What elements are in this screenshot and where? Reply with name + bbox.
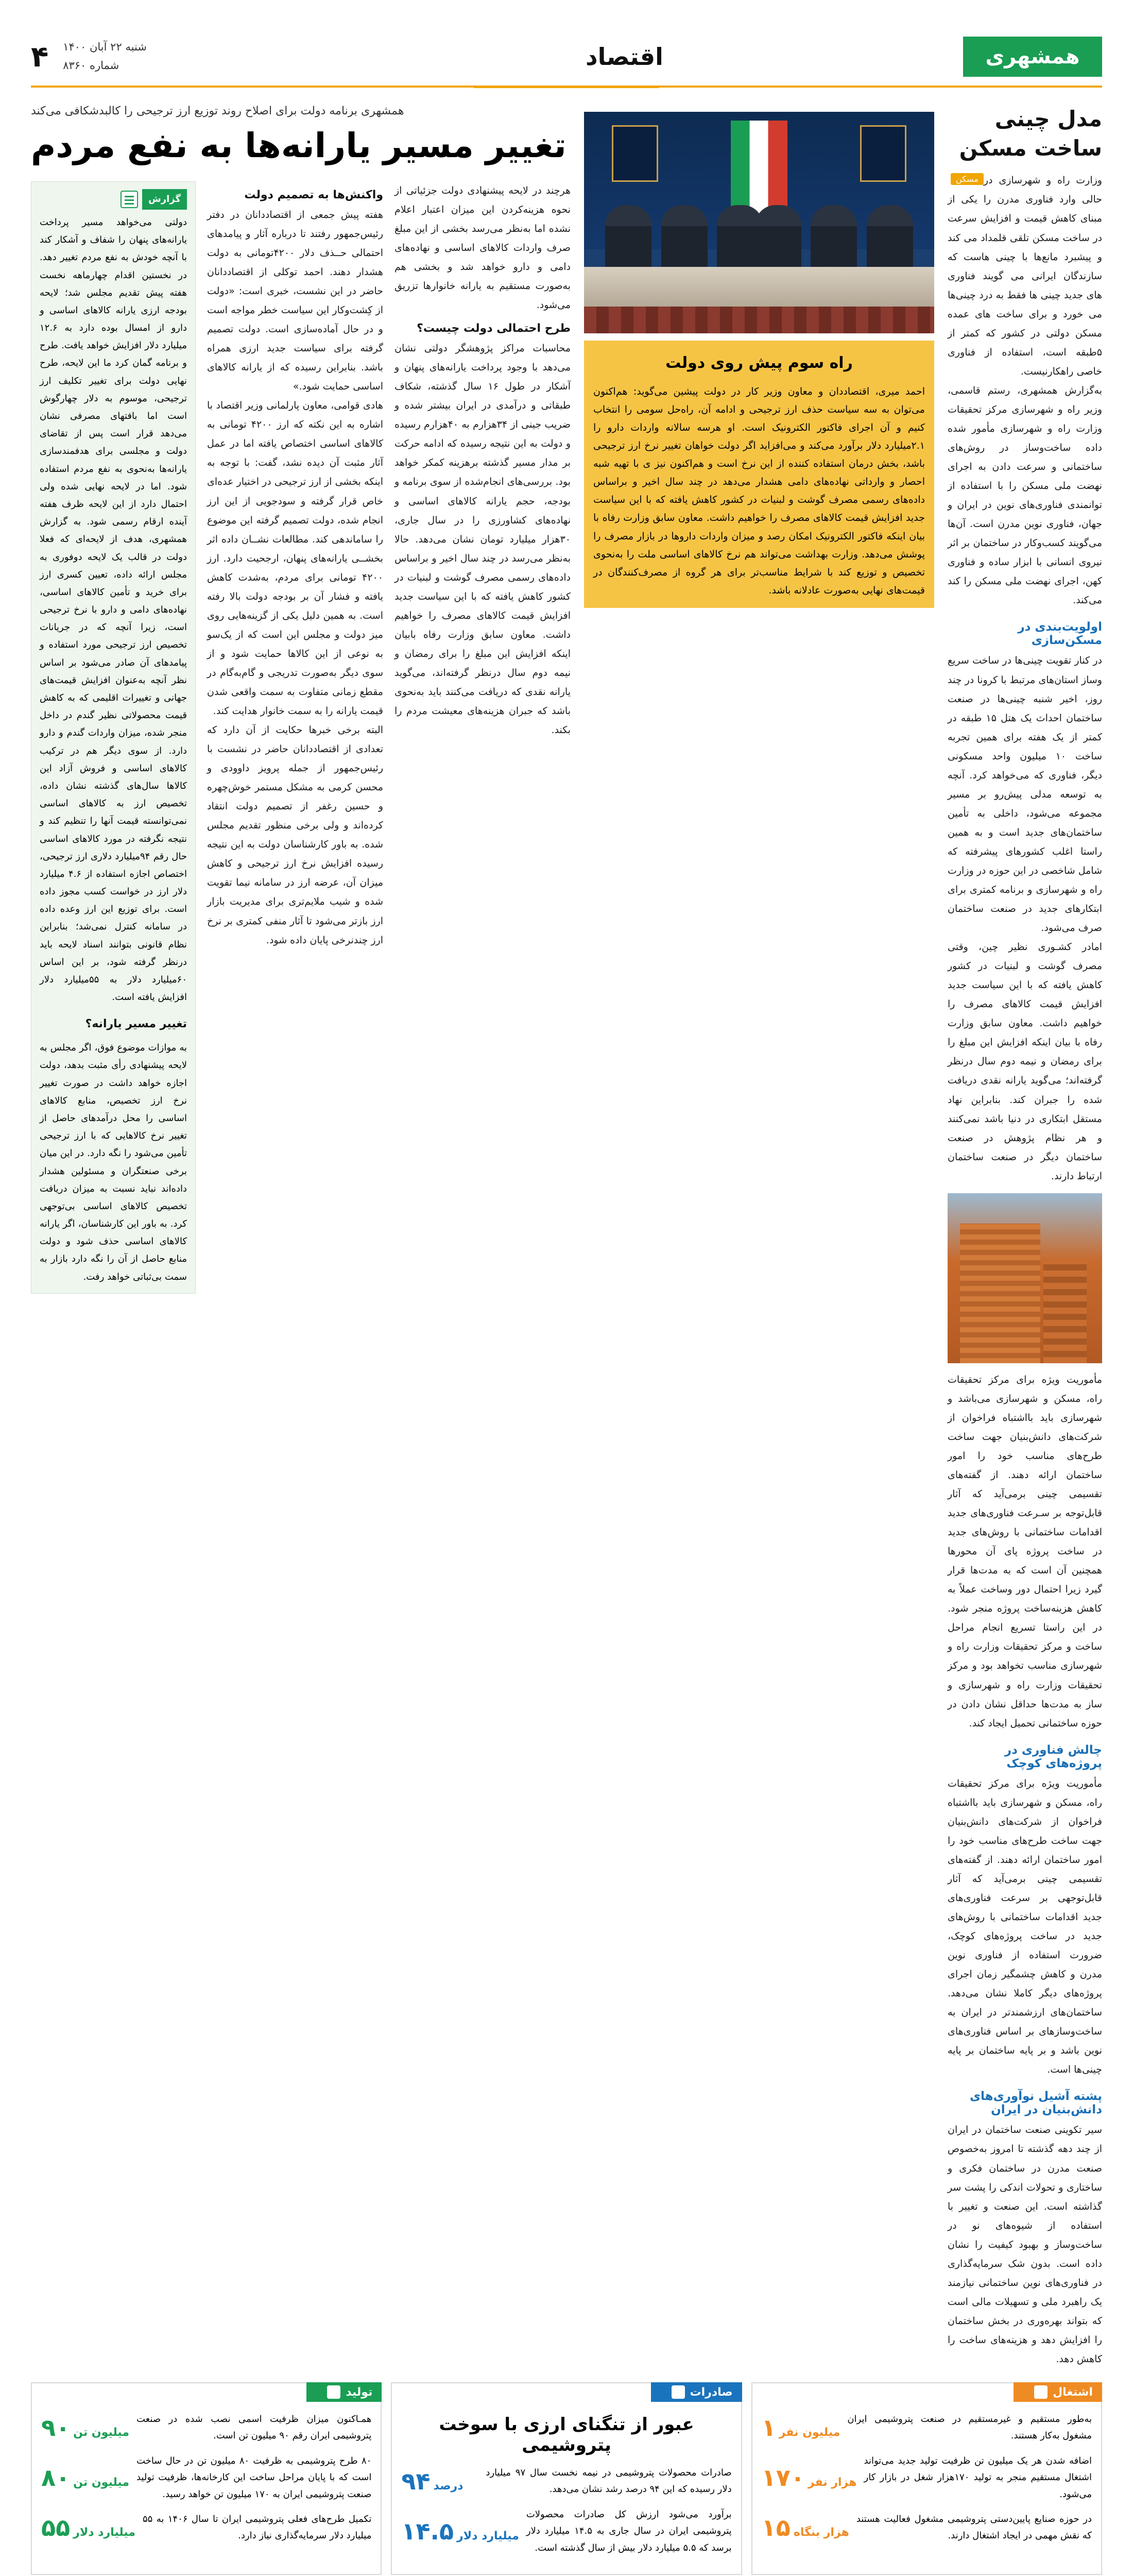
report-text2: به موازات موضوع فوق، اگر مجلس به لایحه پیشنهادی رأی مثبت بدهد، دولت اجازه خواهد داشت در صورت تغییر نرخ ارز تخصیص، منابع کالاهای اساسی را محل درآمدهای حاصل از تغییر نرخ کالاهایی که با ارز ترجیحی تأمین می‌شود را نگه دارد. در این میان برخی صنعتگران و مسئولین هشدار داده‌اند نباید نسبت به میزان دریافت تخصیص کالاهای اساسی بی‌توجهی کرد. به باور این کارشناسان، اگر یارانه کالاهای اساسی حذف شود و دولت منابع حاصل از آن را نگه دارد بازار به سمت بی‌ثباتی خواهد رفت. [40,1042,187,1282]
report-tag [40,189,187,210]
lead-col2: هفته پیش جمعی از اقتصاددانان در دفتر رئیس‌جمهور رفتند تا درباره آثار و پیامدهای احتمالی حــذف دلار ۴۲۰۰تومانی به دولت هشدار دهند. احمد توکلی از اقتصاددانان حاضر در این نشست، خبری است: «دولت از کِشت‌وکار این سیاست خطر مواجه است و در حال آماده‌سازی است. دولت تصمیم گرفته برای سیاست جدید ارزی همراه باشد. بنابراین رسیده که از یارانه کالاهای اساسی حمایت شود.» [207,209,383,393]
stat-row [762,2411,1092,2445]
export-tab [651,2382,742,2402]
left-article-title: مدل چینی ساخت مسکن [959,106,1102,161]
portrait-khomeini [612,125,658,182]
stat-row [401,2465,731,2498]
stat-value [401,2517,519,2546]
stat-unit: هزار بنگاه [793,2526,849,2539]
stat-card-employment [751,2382,1102,2575]
left-article-sub3: پشته آشیل نوآوری‌های دانش‌بنیان در ایران [969,2090,1102,2117]
left-article-p1: وزارت راه و شهرسازی در حالی وارد فناوری مدرن را یکی از مبنای کاهش قیمت و افزایش سرعت در ساخت مسکن تلقی قلمداد می کند و پیشبرد مانع‌ها با چینی هاست که سازندگان ایرانی می گویند فناوری های جدید چینی ها فقط به درد چینی‌ها می خورد و برای ساخت های عمده مسکن دولتی در کشور که کمتر از ۵طبقه است، استفاده از فناوری خاصی راهکارنیست. [948,175,1102,377]
page-section-title: اقتصاد [586,43,663,71]
building-photo [948,1193,1102,1363]
lead-col1-sub: طرح احتمالی دولت چیست؟ [417,322,571,335]
stat-row [41,2511,371,2545]
issue-number: شماره ۸۳۶۰ [63,59,119,72]
stat-value [761,2414,840,2442]
production-tab [306,2382,382,2402]
report-label: گزارش [142,189,187,210]
left-article-chip: مسکن [951,173,984,185]
left-article-p4: امادر کشـوری نظیر چین، وقتی مصرف گوشت و لبنیات در کشور کاهش یافته که با این سیاست جدید افزایش قیمت کالاهای مصرف را خواهیم داشت. معاون سابق وزارت رفاه با بیان اینکه افزایش این مبلغ را برای رمضان و نیمه دوم سال درنظر گرفته‌اند؛ می‌گوید یارانه نقدی دریافت شده را جبران کند. بنابراین نهاد مستقل ابتکاری در دنیا باشد نمی‌کنند و هر نظام پژوهش در صنعت ساختمان دیگر در صنعت ساختمان ارتباط دارند. [948,941,1102,1182]
stat-desc: اضافه شدن هر یک میلیون تن ظرفیت تولید جدید می‌تواند اشتغال مستقیم منجر به تولید ۱۷۰هزار شغل در بازار کار می‌شود. [864,2455,1092,2500]
stat-value [761,2464,857,2492]
employment-label: اشتغال [1053,2385,1093,2399]
stat-card-production [31,2382,382,2575]
stat-desc: همـاکنون میزان ظرفیت اسمی نصب شده در صنعت پتروشیمی ایران رقم ۹۰ میلیون تن است. [136,2414,372,2442]
stat-desc: صادرات محصولات پتروشیمی در نیمه نخست سال ۹۷ میلیارد دلار رسیده که این ۹۴ درصد رشد نشان می‌دهد. [486,2467,732,2495]
lead-kicker: همشهری برنامه دولت برای اصلاح روند توزیع ارز ترجیحی را کالبدشکافی می‌کند [31,105,404,117]
masthead [31,31,1102,88]
stat-card-export [391,2382,742,2575]
report-icon [121,191,138,208]
left-article-p6: مأموریت ویژه برای مرکز تحقیقات راه، مسکن و شهرسازی باید بااشتباه فراخوان از شرکت‌های دانش‌بنیان جهت ساخت طرح‌های مناسب خود را امور ساختمان ارائه دهند. از گفته‌های تقسیمی چینی برمی‌آید که آثار قابل‌توجهی بر سرعت فناوری‌های جدید اقدامات ساختمانی با روش‌های جدید در ساخت پروژه‌های کوچک، ضرورت استفاده از فناوری نوین مدرن و کاهش چشمگیر زمان اجرای پروژه‌های دیگر کاملا نشان می‌دهد. ساختمان‌های ارزشمندتر در ایران به ساخت‌وسازهای بر اساس فناوری‌های نوین باشد و بر پایه ساختمان بر پایه چینی‌ها است. [948,1777,1102,2076]
top-area [31,105,1102,2369]
left-article-column [948,105,1102,2369]
lead-headline: تغییر مسیر یارانه‌ها به نفع مردم [31,126,566,165]
left-article-sub2: چالش فناوری در پروژه‌های کوچک [1004,1743,1102,1770]
lead-col2-b3: البته برخی خبرها حکایت از آن دارد که تعدادی از اقتصاددانان حاضر در نشست با رئیس‌جمهور از جمله پرویز داوودی و محسن کرمی به مشکل مستمر خوش‌چهره و حسین رغفر از تصمیم دولت انتقاد کرده‌اند و ولی برخی منظور تقدیم مجلس شده. به باور کارشناسان دولت به این نتیجه رسیده افزایش نرخ ارز ترجیحی و کاهش میزان آن، عرضه ارز در سامانه نیما تقویت شده و شیب ملایم‌تری برای مدیریت بازار ارز بازتر می‌شود تا آثار منفی کمتری بر نرخ ارز چندنرخی پایان داده شود. [207,724,383,946]
stat-row [762,2453,1092,2503]
stat-number: ۹۰ [41,2414,71,2442]
stat-number: ۱۵ [761,2514,791,2542]
caption-text: احمد میری، اقتصاددان و معاون وزیر کار در دولت پیشین می‌گوید: هم‌اکنون می‌توان به سه سیاست حذف ارز ترجیحی و ادامه آن، راه‌حل سومی را انتخاب کنیم و آن اجرای فاکتور الکترونیک است. او هرسه سالانه واردات دارو را ۲.۱میلیارد دلار برآورد می‌کند و می‌افزاید اگر دولت خواهان تغییر نرخ ارز ترجیحی باشد، بخش درمان استفاده کننده از این نرخ است و هم‌اکنون نیز ی با تهیه شبه احصار و وارداتی نهاده‌های دامی هشدار می‌دهد در چند سال اخیر و براساس داده‌های رسمی مصرف گوشت و لبنیات در کشور کاهش یافته که با این سیاست جدید افزایش قیمت کالاهای مصرف را خواهیم داشت. معاون سابق وزارت رفاه با بیان اینکه فاکتور الکترونیک امکان رصد و میزان واردات داروها در بازار مصرف را پوشش می‌دهد. وزارت بهداشت می‌تواند هم نرخ کالاهای اساسی ملت را به‌نحوی تخصیص و توزیع کند با شرایط مناسب‌تر برای هر گروه از مصرف‌کنندگان در قیمت‌های نهایی به‌صورت عادلانه باشد. [593,385,925,597]
stat-desc: ۸۰ طرح پتروشیمی به ظرفیت ۸۰ میلیون تن در حال ساخت است که با پایان مراحل ساخت این کارخانه‌ها، ظرفیت تولید صنعت پتروشیمی ایران به ۱۷۰ میلیون تن خواهد رسید. [136,2455,372,2500]
stat-desc: در حوزه صنایع پایین‌دستی پتروشیمی مشغول فعالیت هستند که نقش مهمی در ایجاد اشتغال دارند. [856,2513,1092,2541]
money-icon [672,2385,685,2399]
page-number: ۴ [31,40,49,74]
portrait-khamenei [860,125,906,182]
lead-col1-b1: محاسبات مراکز پژوهشگر دولتی نشان می‌دهد با وجود پرداخت یارانه‌های پنهان و آشکار در طول ۱۶ سال گذشته، شکاف طبقاتی و درآمدی در ایران بیشتر شده و ضریب جینی از ۳۴هزارم به ۴۰هزارم رسیده و دولت به این نتیجه رسیده که ادامه حرکت بر مدار مسیر گذشته برهزینه کمکر خواهد بود. بررسی‌های انجام‌شده از سوی برنامه و بودجه، حجم یارانه کالاهای اساسی و نهاده‌های کشاورزی را در سال جاری، ۳۰هزار میلیارد تومان نشان می‌دهد. حالا به‌نظر می‌رسد در چند سال اخیر و براساس داده‌های رسمی مصرف گوشت و لبنیات در کشور کاهش یافته که با این سیاست جدید افزایش قیمت کالاهای مصرف را خواهیم داشت. معاون سابق وزارت رفاه بابیان اینکه افزایش این مبلغ را برای رمضان و نیمه دوم سال درنظر گرفته‌اند، می‌گوید یارانه نقدی که دریافت می‌کنند باید به‌نحوی باشد که جبران هزینه‌های معیشت مردم را بکند. [394,343,571,736]
photo-caption-box [584,341,934,608]
stat-desc: به‌طور مستقیم و غیرمستقیم در صنعت پتروشیمی ایران مشغول به‌کار هستند. [847,2414,1092,2442]
stat-row [401,2506,731,2556]
stat-unit: میلیون تن [73,2476,130,2489]
left-article-p3: در کنار تقویت چینی‌ها در ساخت سریع وساز استان‌های مرتبط با کرونا در چند روز، اخیر شنبه چینی‌ها در صنعت ساختمان احداث یک هتل ۱۵ طبقه در کمتر از یک هفته برای همین تجربه ساخت ۱۰ میلیون واحد مسکونی دیگر، فناوری که می‌خواهد کرد. آنچه به توسعه مدلی پیش‌رو بر مسیر مجموعه می‌شود، داخلی به تأمین ساختمان‌های جدید است و به همین راستا اغلب کشورهای پیشرفته که شامل شاخصی در این حوزه در وزارت راه و شهرسازی و برنامه کمتری برای ابتکارهای جدید در صنعت ساختمان صرف می‌شود. [948,655,1102,934]
lead-photo-column [584,105,934,2369]
stat-value [761,2514,849,2542]
production-label: تولید [346,2385,373,2399]
stat-number: ۱۴.۵ [401,2517,454,2546]
stat-unit: میلیون تن [73,2426,130,2439]
stat-value [41,2414,130,2442]
stat-row [762,2511,1092,2545]
left-article-p7: سیر تکوینی صنعت ساختمان در ایران از چند دهه گذشته تا امروز به‌خصوص صنعت مدرن در ساختمان فکری و ساختاری و تحولات اندکی را پشت سر گذاشته است. این صنعت و تغییر با استفاده از شیوه‌های نو در ساخت‌وساز و بهبود کیفیت را نشان داده است. بدون شک سرمایه‌گذاری در فناوری‌های نوین ساختمانی نیازمند یک راهبرد ملی و تسهیلات مالی است که بتواند بهره‌وری در بخش ساختمان را افزایش دهد و هزینه‌های ساخت را کاهش دهد. [948,2124,1102,2365]
stat-number: ۸۰ [41,2464,71,2492]
caption-title: راه سوم پیش روی دولت [665,354,853,372]
stat-desc: برآورد می‌شود ارزش کل صادرات محصولات پتروشیمی ایران در سال جاری به ۱۴.۵ میلیارد دلار برسد که ۵.۵ میلیارد دلار بیش از سال گذشته است. [526,2509,732,2553]
left-article-sub1: اولویت‌بندی در مسکن‌سازی [1018,620,1102,648]
stat-row [41,2453,371,2503]
export-label: صادرات [690,2385,733,2399]
stat-unit: درصد [433,2480,464,2493]
people-icon [1034,2385,1048,2399]
lead-story-column [31,105,571,2369]
stat-number: ۵۵ [41,2514,71,2542]
stat-number: ۱ [761,2414,776,2442]
issue-info [31,38,147,75]
stat-unit: میلیارد دلار [73,2526,135,2539]
stat-row [41,2411,371,2445]
factory-icon [327,2385,340,2399]
stat-unit: میلیون نفر [779,2426,840,2439]
stat-unit: هزار نفر [808,2476,857,2489]
lead-col2-b2: هادی قوامی، معاون پارلمانی وزیر اقتصاد با اشاره به این نکته که ارز ۴۲۰۰ تومانی به کالاهای اساسی اختصاص یافته اما در عمل آثار مثبت آن دیده نشد، گفت: با توجه به اینکه بخشی از ارز ترجیحی در اختیار عده‌ای خاص قرار گرفته و سودجویی از این ارز انجام شده، دولت تصمیم گرفته این موضوع را ساماندهی کند. مطالعات نشــان داده اثر بخشــی یارانه‌های پنهان، ارجحیت دارد. ارز ۴۲۰۰ تومانی برای مردم، به‌شدت کاهش یافته و فشار آن بر بودجه دولت بالا رفته است. به همین دلیل یکی از گزینه‌هایی روی میز دولت و مجلس این است که از یک‌سو به نوعی از این کالاها حمایت شود و از سوی دیگر به‌صورت تدریجی و گام‌به‌گام در مقطع زمانی متفاوت به سمت واقعی شدن قیمت یارانه را به سمت خانوار هدایت کند. [207,400,383,717]
stat-unit: میلیارد دلار [457,2530,519,2543]
issue-date: شنبه ۲۲ آبان ۱۴۰۰ [63,41,147,54]
stats-strip [31,2382,1102,2575]
stat-value [401,2467,478,2496]
left-article-p5: مأموریت ویژه برای مرکز تحقیقات راه، مسکن و شهرسازی می‌باشد و شهرسازی باید بااشتباه فراخوان از شرکت‌های دانش‌بنیان جهت ساخت طرح‌های مناسب خود را امور ساختمان ارائه دهند. از گفته‌های تقسیمی چینی برمی‌آید که آثار قابل‌توجه بر سـرعت فناوری‌های جدید اقدامات ساختمانی با روش‌های جدید در ساخت پروژه پای آن محورها همچنین آن است که به مدت‌ها قرار گیرد زیرا احتمال دور وساخت عملاً به کاهش هزینه‌ساخت پروژه منجر شود. در این راستا تسریع انجام مراحل ساخت و مرکز تحقیقات وزارت راه و شهرسازی مناسب تخواهد بود و مرکز تحقیقات وزارت راه و شهرسازی و ساز به مدت‌ها حداقل نشان دادن در حوزه ساختمانی تحمیل ایجاد کند. [948,1374,1102,1729]
export-title: عبور از تنگنای ارزی با سوخت پتروشیمی [439,2414,694,2456]
report-sidebar [31,181,196,1294]
lead-col2-sub: واکنش‌ها به تصمیم دولت [244,188,383,201]
stat-value [41,2464,130,2492]
lead-col1: هرچند در لایحه پیشنهادی دولت جزئیاتی از نحوه هزینه‌کردن این میزان اعتبار اعلام نشده اما به‌نظر می‌رسد بخشی از این مبلغ صرف واردات کالاهای اساسی و نهاده‌های دامی و دارو خواهد شد و بخشی هم به‌صورت مستقیم به یارانه خانوارها تزریق می‌شود. [394,184,571,311]
report-sub2: تغییر مسیر یارانه؟ [85,1018,187,1031]
cabinet-meeting-photo [584,112,934,333]
stat-desc: تکمیل طرح‌های فعلی پتروشیمی ایران تا سال ۱۴۰۶ به ۵۵ میلیارد دلار سرمایه‌گذاری نیاز دارد. [142,2513,372,2541]
stat-number: ۹۴ [401,2467,431,2496]
stat-number: ۱۷۰ [761,2464,805,2492]
stat-value [41,2514,135,2542]
masthead-rule [474,86,659,88]
employment-tab [1014,2382,1102,2402]
newspaper-logo: همشهری [963,37,1102,77]
left-article-p2: به‌گزارش همشهری، رستم قاسمی، وزیر راه و شهرسازی مرکز تحقیقات وزارت راه و شهرسازی مأمور شده داده ساخت‌وساز در روش‌های ساختمانی و سرعت دادن به اجرای نهضت ملی مسکن را با استفاده از توانمندی فناوری‌های نوین در ایران و جهان، فناوری نوین مدرن است. آن‌ها می‌گویند کسب‌وکار در ساختمان بر اثر نیروی انسانی با ابزار ساده و فناوری کهن، اجرای نهضت ملی مسکن را کند می‌کند. [948,384,1102,606]
report-text: دولتی می‌خواهد مسیر پرداخت یارانه‌های پنهان را شفاف و آشکار کند با آنچه خودش به نفع مردم تغییر دهد. در نخستین اقدام چهارماهه نخست هفته پیش تقدیم مجلس شد؛ لایحه بودجه ارزی یارانه کالاهای اساسی و دارو از امسال بوده دارد به ۱۲.۶ میلیارد دلار افزایش خواهد یافت. طرح و برنامه گمان کرد ما این لایحه، طرح نهایی دولت برای تغییر تکلیف ارز ترجیحی، موسوم به دلار چهارگوش است اما بافتهای مصرفی نشان می‌دهد قرار است پس از تقاضای دولت و مجلسی برای هدفمندسازی یارانه‌ها به‌نحوی به نفع مردم استفاده شود. اما در لایحه نهایی شده ولی احتمال دارد از این لایحه ظرف هفته آینده ارقام رسمی شود. به گزارش همشهری، هدف از لایحه‌ای که فعلا دولت در قالب یک لایحه دوفوری به مجلس ارائه داده، تعیین کسری ارز برای خرید و تأمین کالاهای اساسی، نهاده‌های دامی و دارو با نرخ ترجیحی است، زیرا آنچه که در جریانات تخصیص ارز ترجیحی مورد استفاده و پیامدهای آن صادر می‌شود بر اساس نظر آنچه به‌عنوان افزایش قیمت‌های جهانی و تغییرات اقلیمی که به کاهش قیمت محصولاتی نظیر گندم در داخل منجر شده، میزان واردات گندم و دارو دارد. از سوی دیگر هم در ترکیب کالاهای اساسی و فروش آزاد این کالاها سال‌های گذشته نشان داده، تخصیص ارز به کالاهای اساسی نمی‌توانسته قیمت آنها را تنظیم کند و نتیجه نگرفته در مورد کالاهای اساسی حال رقم ۹۴میلیارد دلاری ارز ترجیحی، اختصاص اجازه استفاده از ۴.۶ میلیارد دلار ارز در خواست کسب مجوز داده است. برای توزیع این ارز وعده داده در سامانه کنترل نمی‌شد؛ بنابراین نظام قانونی بتوانند اسناد لایحه باید درنظر گرفته شود، بر این اساس ۶۰میلیارد دلار به ۵۵میلیارد دلار افزایش یافته است. [40,216,187,1003]
